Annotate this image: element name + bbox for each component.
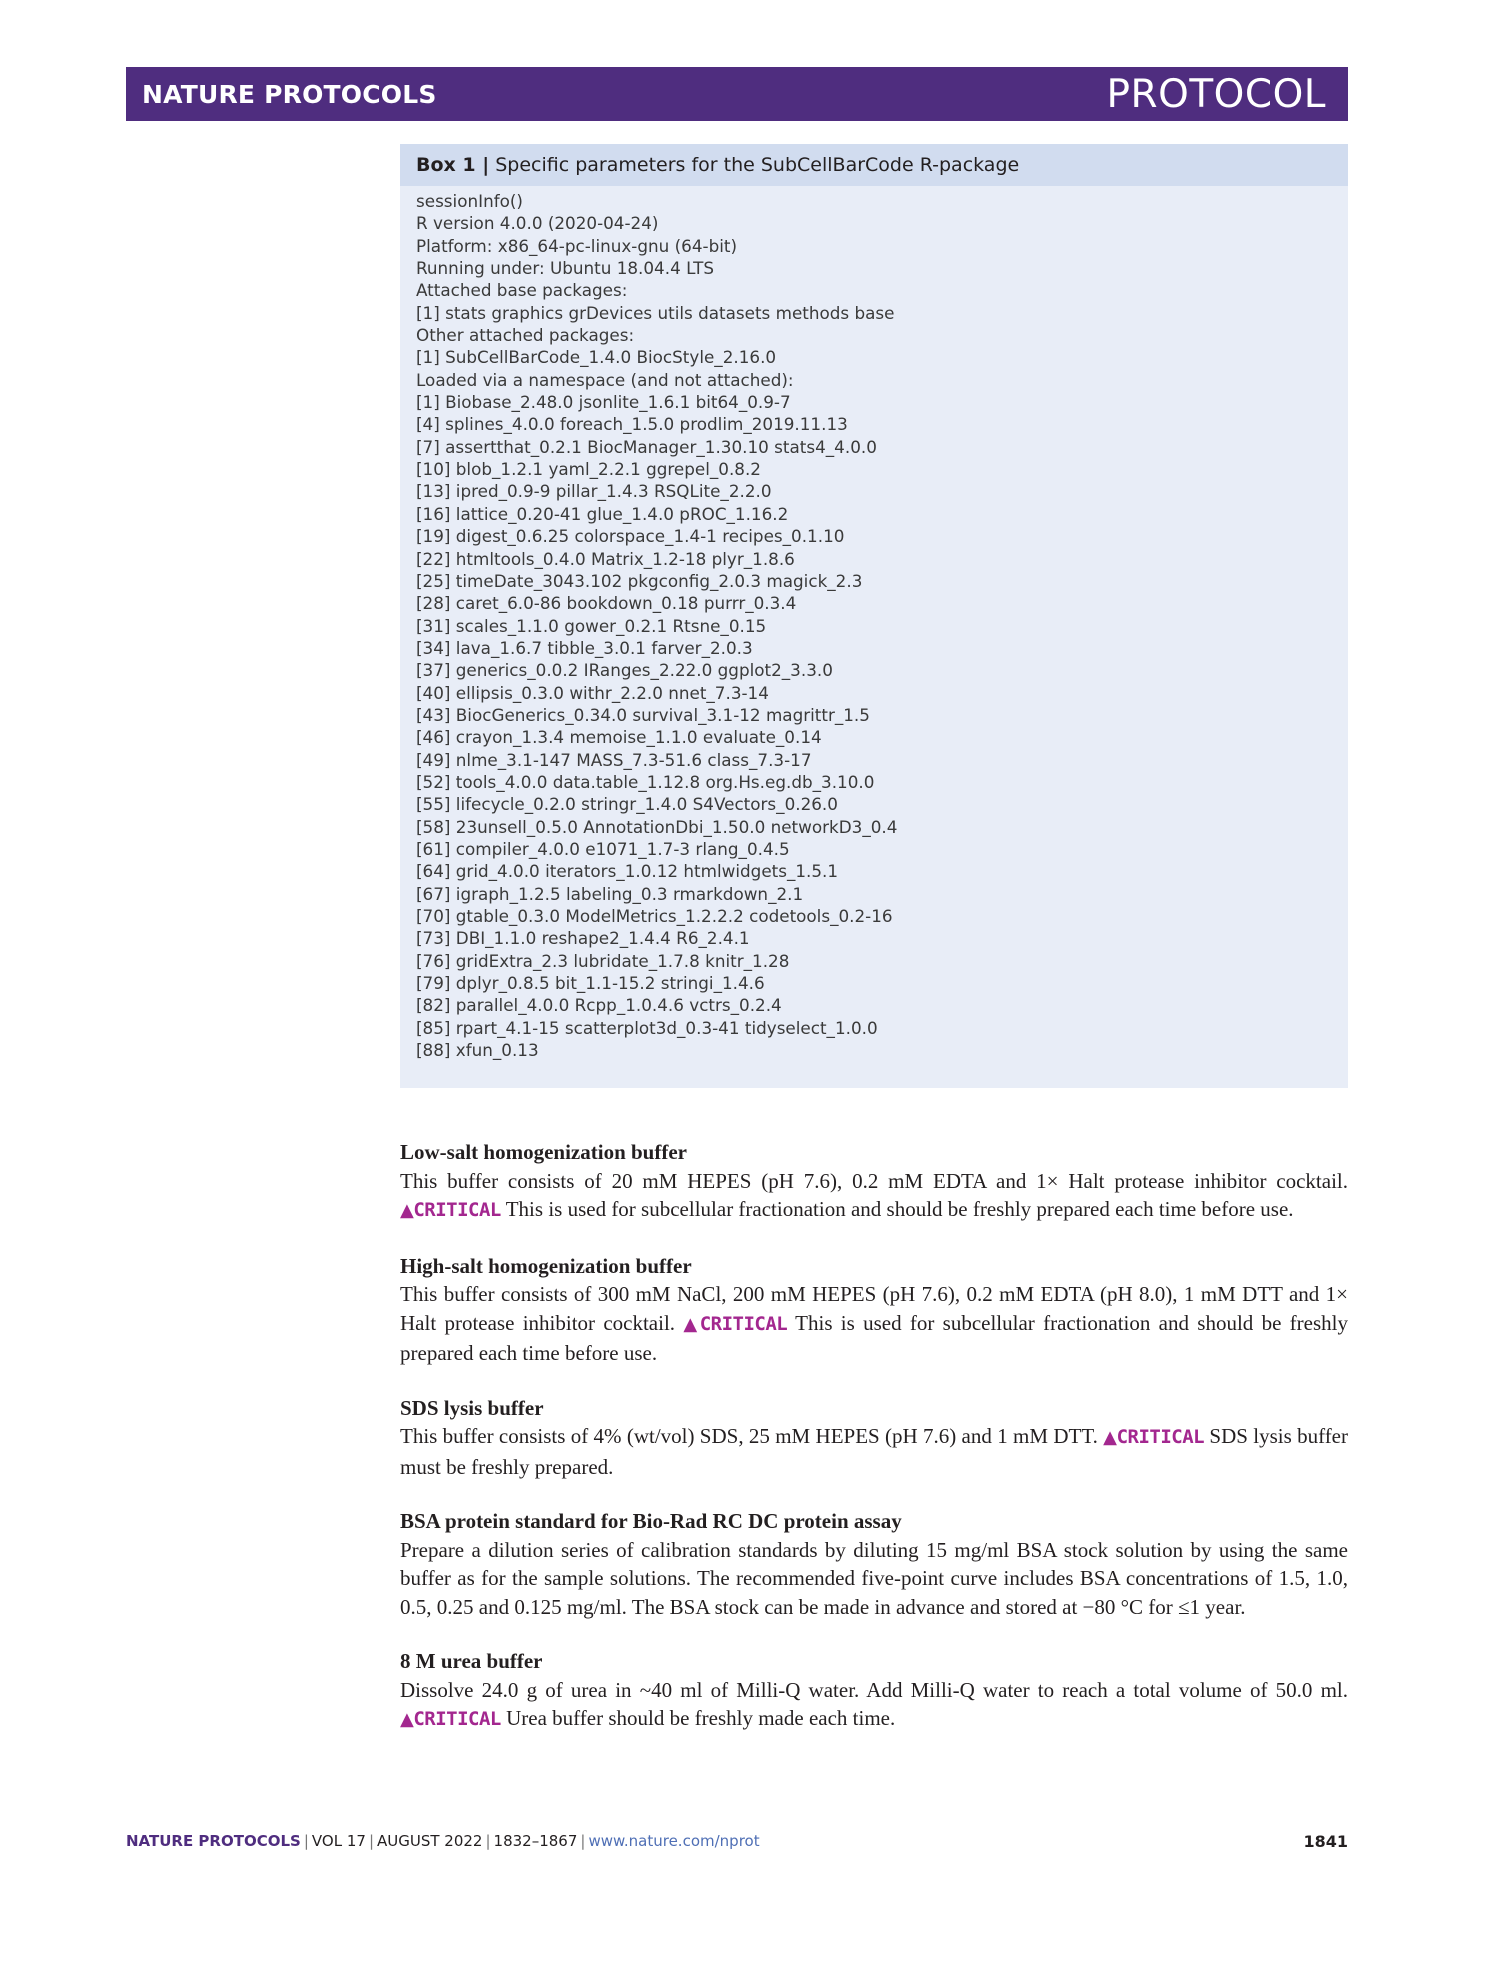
paragraph-text: This buffer consists of 300 mM NaCl, 200 mM HEPES (pH 7.6), 0.2 mM EDTA (pH 8.0), 1 mM DTT and 1× Halt protease inhibitor cocktail. — [400, 1282, 1348, 1335]
box-line: Other attached packages: — [416, 325, 635, 346]
section-heading: High-salt homogenization buffer — [400, 1253, 692, 1278]
footer-separator: | — [580, 1832, 586, 1850]
header-bar — [126, 67, 1348, 121]
section-bsa-standard — [400, 1507, 1348, 1621]
box-line: [58] 23unsell_0.5.0 AnnotationDbi_1.50.0 networkD3_0.4 — [416, 816, 898, 837]
critical-label: CRITICAL — [699, 1312, 788, 1335]
critical-label: CRITICAL — [413, 1199, 501, 1221]
footer-volume: VOL 17 — [311, 1832, 366, 1850]
box-line: [34] lava_1.6.7 tibble_3.0.1 farver_2.0.3 — [416, 637, 753, 658]
box-line: [40] ellipsis_0.3.0 withr_2.2.0 nnet_7.3-14 — [416, 682, 769, 703]
box-line: R version 4.0.0 (2020-04-24) — [416, 213, 659, 234]
box-line: Platform: x86_64-pc-linux-gnu (64-bit) — [416, 235, 738, 256]
box-line: [49] nlme_3.1-147 MASS_7.3-51.6 class_7.3-17 — [416, 749, 812, 770]
box-line: [4] splines_4.0.0 foreach_1.5.0 prodlim_2019.11.13 — [416, 414, 848, 435]
section-low-salt-buffer — [400, 1138, 1348, 1226]
box-line: [88] xfun_0.13 — [416, 1040, 539, 1061]
triangle-icon: ▲ — [1103, 1427, 1117, 1448]
box-line: [61] compiler_4.0.0 e1071_1.7-3 rlang_0.4.5 — [416, 838, 790, 859]
footer-separator: | — [485, 1832, 491, 1850]
box-line: [10] blob_1.2.1 yaml_2.2.1 ggrepel_0.8.2 — [416, 459, 761, 480]
triangle-icon: ▲ — [400, 1200, 414, 1221]
box-line: [82] parallel_4.0.0 Rcpp_1.0.4.6 vctrs_0.2.4 — [416, 995, 782, 1016]
box-line: [67] igraph_1.2.5 labeling_0.3 rmarkdown_2.1 — [416, 883, 804, 904]
section-heading: SDS lysis buffer — [400, 1395, 544, 1420]
critical-note — [400, 1708, 501, 1730]
triangle-icon: ▲ — [400, 1709, 414, 1730]
section-paragraph — [400, 1167, 1348, 1226]
box-line: [46] crayon_1.3.4 memoise_1.1.0 evaluate_0.14 — [416, 727, 822, 748]
critical-label: CRITICAL — [1116, 1426, 1205, 1448]
paragraph-text: Urea buffer should be freshly made each time. — [500, 1706, 896, 1730]
footer-separator: | — [368, 1832, 374, 1850]
paragraph-text: This is used for subcellular fractionation and should be freshly prepared each time before use. — [500, 1197, 1294, 1221]
box-line: Running under: Ubuntu 18.04.4 LTS — [416, 258, 715, 279]
box-line: [70] gtable_0.3.0 ModelMetrics_1.2.2.2 codetools_0.2-16 — [416, 906, 893, 926]
section-high-salt-buffer — [400, 1252, 1348, 1368]
footer-pages: 1832–1867 — [493, 1832, 578, 1850]
section-heading: Low-salt homogenization buffer — [400, 1140, 687, 1164]
critical-note — [683, 1313, 787, 1335]
section-paragraph — [400, 1422, 1348, 1481]
box-line: sessionInfo() — [416, 191, 523, 211]
journal-title: NATURE PROTOCOLS — [142, 80, 437, 109]
box-line: [13] ipred_0.9-9 pillar_1.4.3 RSQLite_2.2.0 — [416, 481, 772, 502]
section-paragraph: Prepare a dilution series of calibration standards by diluting 15 mg/ml BSA stock solution by using the same buffer as for the sample solutions. The recommended five-point curve includes BSA concentrations of 1.5, 1.0, 0.5, 0.25 and 0.125 mg/ml. The BSA stock can be made in advance and stored at −80 °C for ≤1 year. — [400, 1537, 1348, 1619]
box-line: [76] gridExtra_2.3 lubridate_1.7.8 knitr_1.28 — [416, 950, 790, 971]
box-line: [64] grid_4.0.0 iterators_1.0.12 htmlwidgets_1.5.1 — [416, 861, 839, 882]
box-1 — [400, 144, 1348, 1088]
paragraph-text: This buffer consists of 20 mM HEPES (pH 7.6), 0.2 mM EDTA and 1× Halt protease inhibitor cocktail. — [400, 1168, 1348, 1193]
box-line: [1] stats graphics grDevices utils datasets methods base — [416, 302, 895, 323]
footer-separator: | — [303, 1832, 309, 1850]
main-text — [400, 1138, 1348, 1761]
box-line: [1] Biobase_2.48.0 jsonlite_1.6.1 bit64_0.9-7 — [416, 392, 791, 413]
footer-url-link[interactable]: www.nature.com/nprot — [588, 1832, 760, 1850]
box-title: Specific parameters for the SubCellBarCode R-package — [495, 154, 1020, 176]
box-line: [19] digest_0.6.25 colorspace_1.4-1 recipes_0.1.10 — [416, 526, 845, 547]
box-line: [16] lattice_0.20-41 glue_1.4.0 pROC_1.16.2 — [416, 503, 789, 524]
box-line: [55] lifecycle_0.2.0 stringr_1.4.0 S4Vectors_0.26.0 — [416, 794, 838, 815]
box-line: [85] rpart_4.1-15 scatterplot3d_0.3-41 tidyselect_1.0.0 — [416, 1017, 878, 1038]
section-heading: 8 M urea buffer — [400, 1649, 543, 1673]
box-line: [28] caret_6.0-86 bookdown_0.18 purrr_0.3.4 — [416, 593, 797, 614]
box-content — [400, 186, 1348, 1061]
box-line: Attached base packages: — [416, 280, 628, 301]
box-line: [1] SubCellBarCode_1.4.0 BiocStyle_2.16.0 — [416, 347, 777, 368]
section-heading: BSA protein standard for Bio-Rad RC DC protein assay — [400, 1509, 902, 1533]
box-line: [31] scales_1.1.0 gower_0.2.1 Rtsne_0.15 — [416, 615, 767, 636]
critical-label: CRITICAL — [413, 1708, 501, 1730]
section-urea-buffer — [400, 1647, 1348, 1735]
section-sds-lysis-buffer — [400, 1394, 1348, 1482]
box-line: [79] dplyr_0.8.5 bit_1.1-15.2 stringi_1.4.6 — [416, 973, 765, 994]
section-paragraph — [400, 1676, 1348, 1735]
paragraph-text: SDS lysis buffer must be freshly prepared. — [400, 1424, 1348, 1479]
triangle-icon: ▲ — [683, 1313, 700, 1335]
box-line: [73] DBI_1.1.0 reshape2_1.4.4 R6_2.4.1 — [416, 928, 750, 949]
article-type-label: PROTOCOL — [1106, 72, 1326, 117]
box-line: [25] timeDate_3043.102 pkgconfig_2.0.3 magick_2.3 — [416, 570, 863, 591]
page-footer — [126, 1832, 1348, 1856]
footer-journal: NATURE PROTOCOLS — [126, 1832, 301, 1850]
box-line: [43] BiocGenerics_0.34.0 survival_3.1-12 magrittr_1.5 — [416, 704, 870, 725]
box-line: [52] tools_4.0.0 data.table_1.12.8 org.Hs.eg.db_3.10.0 — [416, 771, 875, 792]
critical-note — [400, 1199, 501, 1221]
box-line: [7] assertthat_0.2.1 BiocManager_1.30.10 stats4_4.0.0 — [416, 436, 877, 457]
box-label: Box 1 | — [416, 154, 490, 176]
paragraph-text: This is used for subcellular fractionation and should be freshly prepared each time before use. — [400, 1310, 1348, 1365]
paragraph-text: Dissolve 24.0 g of urea in ~40 ml of Milli-Q water. Add Milli-Q water to reach a total volume of 50.0 ml. — [400, 1677, 1348, 1702]
critical-note — [1103, 1426, 1204, 1448]
section-paragraph — [400, 1280, 1348, 1368]
box-line: [37] generics_0.0.2 IRanges_2.22.0 ggplot2_3.3.0 — [416, 660, 833, 681]
box-header — [400, 144, 1348, 186]
footer-date: AUGUST 2022 — [377, 1832, 483, 1850]
box-line: [22] htmltools_0.4.0 Matrix_1.2-18 plyr_1.8.6 — [416, 548, 795, 569]
page-number: 1841 — [1303, 1832, 1348, 1851]
paragraph-text: This buffer consists of 4% (wt/vol) SDS, 25 mM HEPES (pH 7.6) and 1 mM DTT. — [400, 1424, 1104, 1448]
box-line: Loaded via a namespace (and not attached): — [416, 369, 794, 390]
